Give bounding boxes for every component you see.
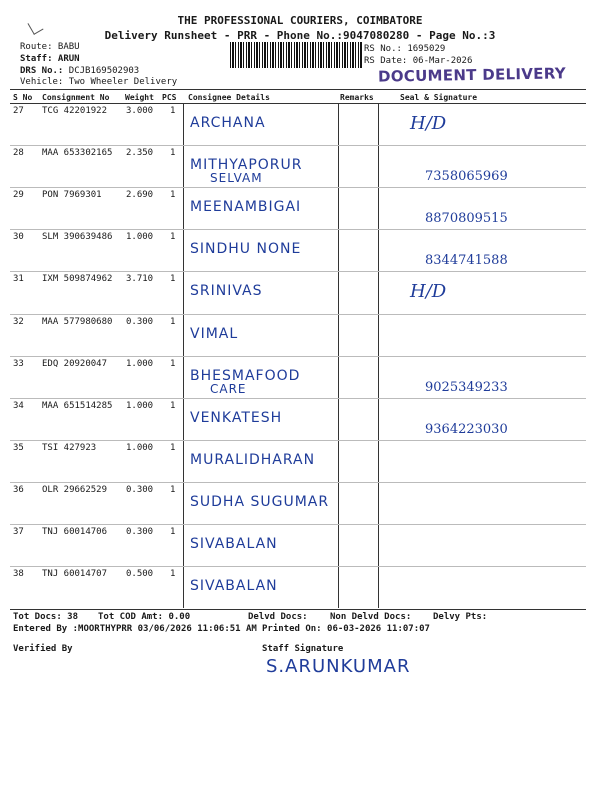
row-consignee-name: SINDHU NONE xyxy=(190,241,302,257)
vehicle-value: Two Wheeler Delivery xyxy=(68,77,178,87)
row-sno: 28 xyxy=(13,148,24,158)
row-weight: 1.000 xyxy=(126,232,154,242)
row-receiver-phone: 9364223030 xyxy=(425,422,508,437)
row-sno: 33 xyxy=(13,359,24,369)
row-sno: 31 xyxy=(13,274,24,284)
row-separator xyxy=(10,566,586,567)
row-pcs: 1 xyxy=(170,569,176,579)
row-pcs: 1 xyxy=(170,485,176,495)
vehicle-label: Vehicle: xyxy=(20,77,64,87)
row-separator xyxy=(10,482,586,483)
row-sno: 32 xyxy=(13,317,24,327)
row-weight: 1.000 xyxy=(126,401,154,411)
row-sno: 34 xyxy=(13,401,24,411)
col-consignee: Consignee Details xyxy=(188,93,270,102)
route-label: Route: BABU xyxy=(20,42,80,52)
row-weight: 0.300 xyxy=(126,317,154,327)
row-consignee-name: SIVABALAN xyxy=(190,536,278,552)
row-weight: 2.350 xyxy=(126,148,154,158)
row-sno: 37 xyxy=(13,527,24,537)
row-consignee-name-line2: SELVAM xyxy=(210,171,263,185)
entered-by: Entered By :MOORTHYPRR 03/06/2026 11:06:51 AM xyxy=(13,624,257,634)
row-consignment-no: OLR 29662529 xyxy=(42,485,108,495)
footer-rule xyxy=(10,609,586,610)
row-consignment-no: PON 7969301 xyxy=(42,190,102,200)
header-top-rule xyxy=(10,89,586,90)
row-consignment-no: IXM 509874962 xyxy=(42,274,113,284)
row-consignee-name: MURALIDHARAN xyxy=(190,452,316,468)
row-receiver-phone: 8344741588 xyxy=(425,253,508,268)
row-consignment-no: MAA 653302165 xyxy=(42,148,113,158)
row-separator xyxy=(10,356,586,357)
row-consignee-name: MITHYAPORUR xyxy=(190,157,303,173)
barcode xyxy=(230,42,362,68)
staff-name-handwritten: S.ARUNKUMAR xyxy=(266,656,411,677)
row-pcs: 1 xyxy=(170,274,176,284)
delvd-docs: Delvd Docs: xyxy=(248,612,308,622)
row-separator xyxy=(10,440,586,441)
row-consignment-no: TSI 427923 xyxy=(42,443,97,453)
row-consignee-name: SIVABALAN xyxy=(190,578,278,594)
drs-value: DCJB169502903 xyxy=(68,66,140,76)
row-separator xyxy=(10,187,586,188)
row-consignee-name: SRINIVAS xyxy=(190,283,263,299)
col-sno: S No xyxy=(13,93,33,102)
row-pcs: 1 xyxy=(170,232,176,242)
row-weight: 1.000 xyxy=(126,359,154,369)
drs-number xyxy=(20,66,139,76)
tot-cod: Tot COD Amt: 0.00 xyxy=(98,612,191,622)
col-seal-signature: Seal & Signature xyxy=(400,93,478,102)
row-sno: 36 xyxy=(13,485,24,495)
row-separator xyxy=(10,314,586,315)
row-consignee-name: MEENAMBIGAI xyxy=(190,199,302,215)
row-consignment-no: SLM 390639486 xyxy=(42,232,113,242)
rs-date: RS Date: 06-Mar-2026 xyxy=(364,56,473,66)
row-separator xyxy=(10,145,586,146)
row-weight: 0.300 xyxy=(126,485,154,495)
row-pcs: 1 xyxy=(170,527,176,537)
vehicle xyxy=(20,77,177,87)
row-weight: 0.500 xyxy=(126,569,154,579)
row-consignee-name: VENKATESH xyxy=(190,410,283,426)
row-weight: 0.300 xyxy=(126,527,154,537)
row-weight: 1.000 xyxy=(126,443,154,453)
delvy-pts: Delvy Pts: xyxy=(433,612,488,622)
row-consignment-no: TCG 42201922 xyxy=(42,106,108,116)
row-consignee-name: VIMAL xyxy=(190,326,239,342)
row-separator xyxy=(10,398,586,399)
staff-label: Staff: ARUN xyxy=(20,54,80,64)
col-pcs: PCS xyxy=(162,93,177,102)
row-consignee-name: ARCHANA xyxy=(190,115,266,131)
row-weight: 3.000 xyxy=(126,106,154,116)
company-title: THE PROFESSIONAL COURIERS, COIMBATORE xyxy=(177,14,423,27)
header-bottom-rule xyxy=(10,103,586,104)
runsheet-title: Delivery Runsheet - PRR - Phone No.:9047080280 - Page No.:3 xyxy=(104,29,496,42)
row-separator xyxy=(10,229,586,230)
col-remarks: Remarks xyxy=(340,93,374,102)
row-pcs: 1 xyxy=(170,359,176,369)
row-consignee-name: BHESMAFOOD xyxy=(190,368,301,384)
row-weight: 2.690 xyxy=(126,190,154,200)
row-sno: 38 xyxy=(13,569,24,579)
printed-on: Printed On: 06-03-2026 11:07:07 xyxy=(262,624,430,634)
row-consignment-no: TNJ 60014707 xyxy=(42,569,108,579)
row-pcs: 1 xyxy=(170,190,176,200)
rs-number: RS No.: 1695029 xyxy=(364,44,446,54)
row-pcs: 1 xyxy=(170,106,176,116)
row-consignment-no: MAA 651514285 xyxy=(42,401,113,411)
row-sno: 30 xyxy=(13,232,24,242)
row-weight: 3.710 xyxy=(126,274,154,284)
row-pcs: 1 xyxy=(170,401,176,411)
drs-label: DRS No.: xyxy=(20,66,64,76)
non-delvd-docs: Non Delvd Docs: xyxy=(330,612,412,622)
row-consignment-no: MAA 577980680 xyxy=(42,317,113,327)
row-sno: 27 xyxy=(13,106,24,116)
verified-by: Verified By xyxy=(13,644,73,654)
col-consignment: Consignment No xyxy=(42,93,110,102)
document-delivery-stamp: DOCUMENT DELIVERY xyxy=(377,64,567,86)
row-consignment-no: TNJ 60014706 xyxy=(42,527,108,537)
staff-signature-label: Staff Signature xyxy=(262,644,344,654)
row-consignee-name: SUDHA SUGUMAR xyxy=(190,494,330,510)
row-consignment-no: EDQ 20920047 xyxy=(42,359,108,369)
col-weight: Weight xyxy=(125,93,154,102)
row-separator xyxy=(10,271,586,272)
row-receiver-phone: 8870809515 xyxy=(425,211,508,226)
row-separator xyxy=(10,524,586,525)
row-receiver-phone: 7358065969 xyxy=(425,169,508,184)
row-pcs: 1 xyxy=(170,317,176,327)
row-signature-hd: H/D xyxy=(410,113,447,134)
row-signature-hd: H/D xyxy=(410,281,447,302)
row-receiver-phone: 9025349233 xyxy=(425,380,508,395)
row-pcs: 1 xyxy=(170,148,176,158)
row-sno: 29 xyxy=(13,190,24,200)
row-sno: 35 xyxy=(13,443,24,453)
row-consignee-name-line2: CARE xyxy=(210,382,247,396)
row-pcs: 1 xyxy=(170,443,176,453)
tot-docs: Tot Docs: 38 xyxy=(13,612,79,622)
